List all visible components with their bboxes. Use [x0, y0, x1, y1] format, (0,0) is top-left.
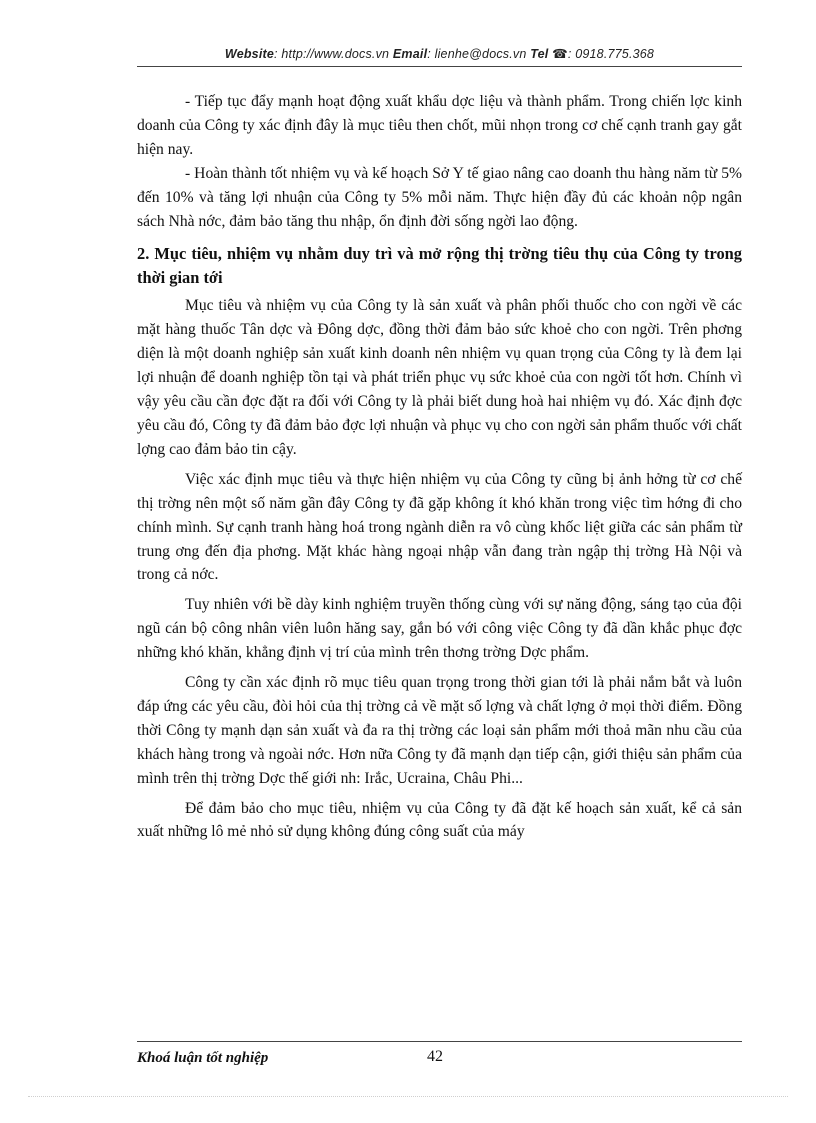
paragraph: Tuy nhiên với bề dày kinh nghiệm truyền thống cùng với sự năng động, sáng tạo của đội ngũ cán bộ công nhân viên luôn hăng say, gắn bó với công việc Công ty đã dần khắc phục đợc những khó khăn, khẳng định vị trí của mình trên thơng trờng Dợc phẩm.	[137, 596, 742, 662]
footer-divider	[137, 1041, 742, 1042]
tel-label: Tel ☎	[530, 47, 568, 61]
website-label: Website	[224, 47, 275, 61]
paragraph: Mục tiêu và nhiệm vụ của Công ty là sản xuất và phân phối thuốc cho con ngời về các mặt hàng thuốc Tân dợc và Đông dợc, đồng thời đảm bảo sức khoẻ cho con ngời. Trên phơng diện là một doanh nghiệp sản xuất kinh doanh nên nhiệm vụ quan trọng của Công ty là đem lại lợi nhuận để doanh nghiệp tồn tại và phát triển phục vụ sức khoẻ của con ngời tốt hơn. Chính vì vậy yêu cầu cần đợc đặt ra đối với Công ty là phải biết dung hoà hai nhiệm vụ đó. Xác định đợc yêu cầu đó, Công ty đã đảm bảo đợc lợi nhuận và phục vụ cho con ngời sản phẩm thuốc với chất lợng cao đảm bảo tin cậy.	[137, 297, 742, 458]
footer-title: Khoá luận tốt nghiệp	[137, 1050, 269, 1066]
header-divider	[137, 66, 742, 67]
paragraph: Công ty cần xác định rõ mục tiêu quan trọng trong thời gian tới là phải nắm bắt và luôn đáp ứng các yêu cầu, đòi hỏi của thị trờng cả về mặt số lợng và chất lợng ở mọi thời điểm. Đồng thời Công ty mạnh dạn sản xuất và đa ra thị trờng các loại sản phẩm mới thoả mãn nhu cầu của khách hàng trong và ngoài nớc. Hơn nữa Công ty đã mạnh dạn tiếp cận, giới thiệu sản phẩm của mình trên thị trờng Dợc thế giới nh: Irắc, Ucraina, Châu Phi...	[137, 674, 742, 787]
section-heading: 2. Mục tiêu, nhiệm vụ nhằm duy trì và mở rộng thị trờng tiêu thụ của Công ty trong thời gian tới	[137, 244, 742, 287]
document-body	[137, 90, 742, 844]
email-value: : lienhe@docs.vn	[427, 47, 527, 61]
website-value: : http://www.docs.vn	[274, 47, 390, 61]
paragraph: Việc xác định mục tiêu và thực hiện nhiệm vụ của Công ty cũng bị ảnh hởng từ cơ chế thị trờng nên một số năm gần đây Công ty đã gặp không ít khó khăn trong việc tìm hớng đi cho chính mình. Sự cạnh tranh hàng hoá trong ngành diễn ra vô cùng khốc liệt giữa các sản phẩm từ trung ơng đến địa phơng. Mặt khác hàng ngoại nhập vẫn đang tràn ngập thị trờng Hà Nội và trong cả nớc.	[137, 470, 742, 584]
email-label: Email	[392, 47, 428, 61]
paragraph: - Tiếp tục đẩy mạnh hoạt động xuất khẩu dợc liệu và thành phẩm. Trong chiến lợc kinh doanh của Công ty xác định đây là mục tiêu then chốt, mũi nhọn trong cơ chế cạnh tranh gay gắt hiện nay.	[137, 93, 742, 158]
tel-value: : 0918.775.368	[567, 47, 655, 61]
paragraph: Để đảm bảo cho mục tiêu, nhiệm vụ của Công ty đã đặt kế hoạch sản xuất, kể cả sản xuất những lô mẻ nhỏ sử dụng không đúng công suất của máy	[137, 799, 742, 841]
page-number: 42	[427, 1048, 443, 1065]
page-edge-divider	[28, 1096, 788, 1097]
paragraph: - Hoàn thành tốt nhiệm vụ và kế hoạch Sở Y tế giao nâng cao doanh thu hàng năm từ 5% đến 10% và tăng lợi nhuận của Công ty 5% mỗi năm. Thực hiện đầy đủ các khoản nộp ngân sách Nhà nớc, đảm bảo tăng thu nhập, ổn định đời sống ngời lao động.	[137, 164, 742, 230]
page-header	[137, 46, 742, 61]
